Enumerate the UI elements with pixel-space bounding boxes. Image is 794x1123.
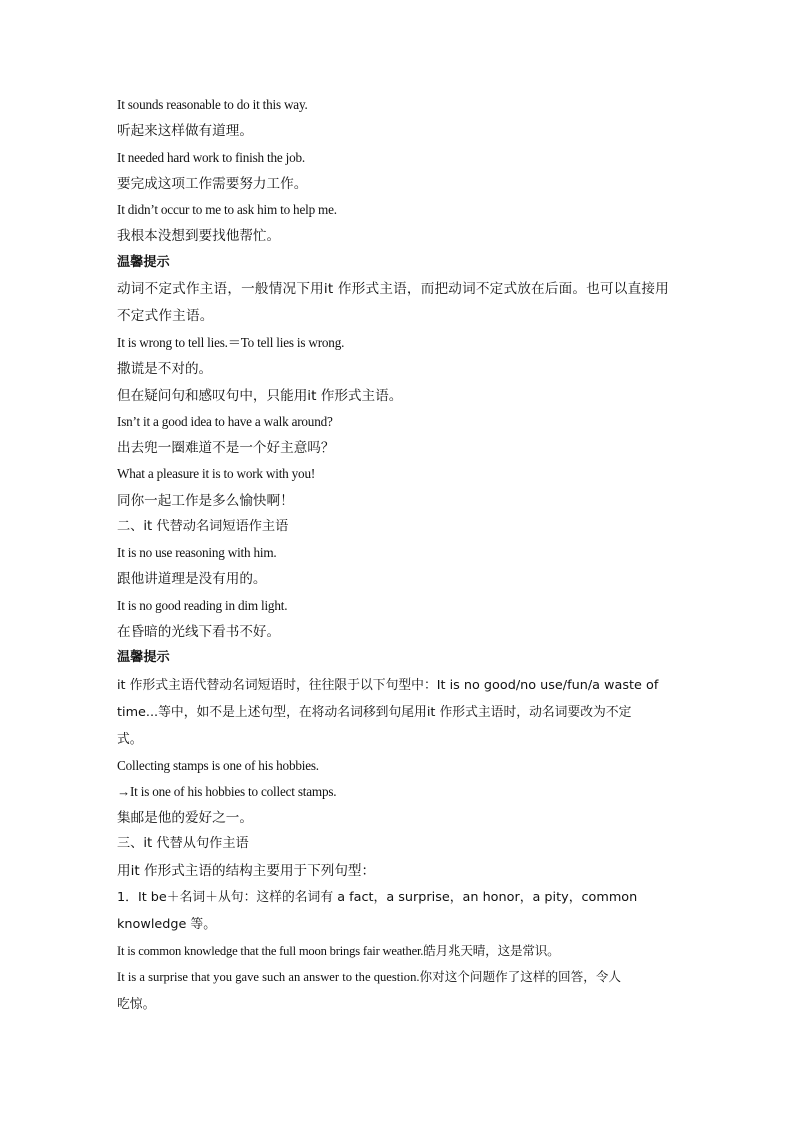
paragraph-line: it 作形式主语代替动名词短语时，往往限于以下句型中：It is no good/no use/fun/a waste of (117, 677, 659, 693)
paragraph-line: 吃惊。 (117, 997, 156, 1013)
example-translation-zh: 我根本没想到要找他帮忙。 (117, 228, 281, 245)
example-sentence-en: →It is one of his hobbies to collect stamps. (117, 783, 337, 799)
example-translation-zh: 听起来这样做有道理。 (117, 123, 253, 140)
paragraph-line: time...等中，如不是上述句型，在将动名词移到句尾用it 作形式主语时，动名词要改为不定 (117, 704, 632, 720)
paragraph-line: It is a surprise that you gave such an answer to the question.你对这个问题作了这样的回答，令人 (117, 970, 622, 985)
example-translation-zh: 要完成这项工作需要努力工作。 (117, 175, 308, 192)
example-paragraph (117, 964, 677, 1018)
example-sentence-mixed: It is common knowledge that the full moon brings fair weather.皓月兆天晴，这是常识。 (117, 943, 560, 958)
paragraph-line: 式。 (117, 731, 143, 747)
example-sentence-en: It is no use reasoning with him. (117, 545, 277, 561)
example-translation-zh: 在昏暗的光线下看书不好。 (117, 624, 281, 640)
paragraph-line: 1．It be＋名词＋从句：这样的名词有 a fact，a surprise，an honor，a pity，common (117, 889, 638, 905)
tip-paragraph (117, 672, 677, 753)
document-page (117, 92, 677, 1018)
paragraph-line: knowledge 等。 (117, 916, 217, 932)
example-translation-zh: 同你一起工作是多么愉快啊！ (117, 492, 294, 509)
example-translation-zh: 出去兜一圈难道不是一个好主意吗？ (117, 440, 335, 457)
example-sentence-en: It needed hard work to finish the job. (117, 149, 305, 165)
example-sentence-en: Collecting stamps is one of his hobbies. (117, 757, 319, 773)
section-heading: 二、it 代替动名词短语作主语 (117, 519, 289, 535)
example-sentence-en: It is wrong to tell lies.＝To tell lies is wrong. (117, 334, 345, 350)
example-sentence-en: It didn’t occur to me to ask him to help me. (117, 202, 337, 218)
example-sentence-en: What a pleasure it is to work with you! (117, 466, 316, 482)
tip-heading: 温馨提示 (117, 650, 170, 666)
paragraph-line: 不定式作主语。 (117, 307, 214, 324)
paragraph-line: 动词不定式作主语，一般情况下用it 作形式主语，而把动词不定式放在后面。也可以直接用 (117, 280, 669, 297)
example-sentence-en: It is no good reading in dim light. (117, 597, 288, 613)
tip-paragraph (117, 276, 677, 330)
rule-text: 但在疑问句和感叹句中，只能用it 作形式主语。 (117, 387, 403, 404)
tip-heading: 温馨提示 (117, 254, 170, 270)
rule-text: 用it 作形式主语的结构主要用于下列句型： (117, 862, 376, 879)
example-translation-zh: 集邮是他的爱好之一。 (117, 809, 253, 826)
rule-paragraph (117, 884, 677, 938)
example-translation-zh: 撒谎是不对的。 (117, 361, 213, 378)
section-heading: 三、it 代替从句作主语 (117, 836, 249, 852)
example-sentence-en: Isn’t it a good idea to have a walk around? (117, 413, 333, 429)
example-sentence-en: It sounds reasonable to do it this way. (117, 97, 308, 112)
example-translation-zh: 跟他讲道理是没有用的。 (117, 571, 267, 588)
